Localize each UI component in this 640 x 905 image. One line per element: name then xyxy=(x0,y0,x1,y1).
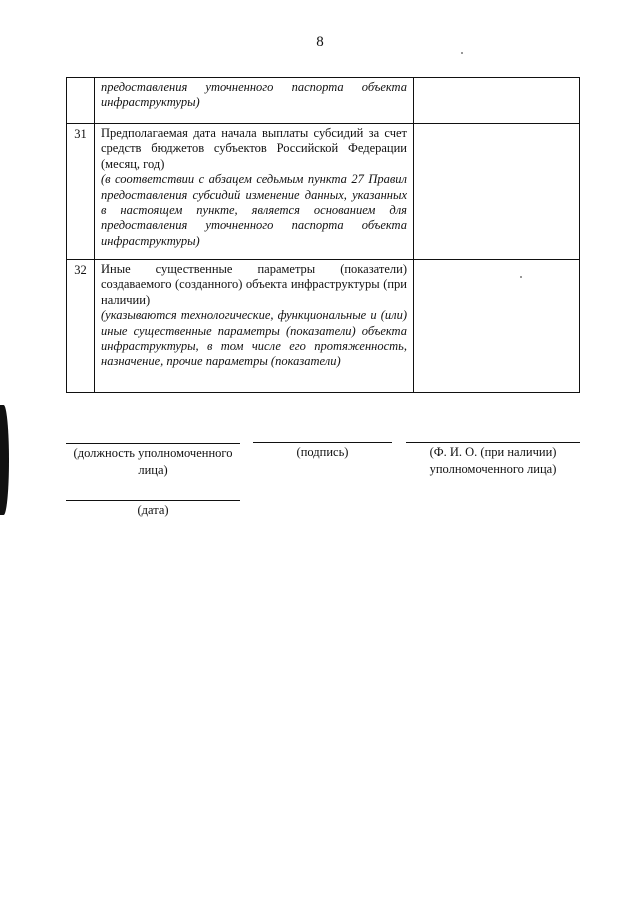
row-number xyxy=(67,78,95,124)
row-value-cell xyxy=(414,260,580,393)
row-note: (в соответствии с абзацем седьмым пункта 27 Правил предоставления субсидий изменение данных, указанных в настоящем пункте, является основанием для предоставления уточненного паспорта объекта инфраструктуры) xyxy=(101,172,407,248)
signature-block xyxy=(253,442,392,461)
row-title: Предполагаемая дата начала выплаты субсидий за счет средств бюджетов субъектов Российской Федерации (месяц, год) xyxy=(101,126,407,171)
name-line xyxy=(406,442,580,443)
position-signature-block xyxy=(66,443,240,479)
row-value-cell xyxy=(414,124,580,260)
name-label: (Ф. И. О. (при наличии) уполномоченного лица) xyxy=(429,445,557,476)
name-signature-block xyxy=(406,442,580,478)
table-row xyxy=(67,260,580,393)
row-title: Иные существенные параметры (показатели) создаваемого (созданного) объекта инфраструктуры (при наличии) xyxy=(101,262,407,307)
position-line xyxy=(66,443,240,444)
table-row xyxy=(67,78,580,124)
date-line xyxy=(66,500,240,501)
page-number: 8 xyxy=(316,34,324,50)
parameters-table xyxy=(66,77,580,393)
signature-section xyxy=(0,443,640,543)
row-number: 31 xyxy=(67,124,95,260)
row-description xyxy=(95,124,414,260)
row-description xyxy=(95,260,414,393)
date-label: (дата) xyxy=(137,503,169,517)
signature-line xyxy=(253,442,392,443)
row-note: предоставления уточненного паспорта объекта инфраструктуры) xyxy=(101,80,407,110)
table-row xyxy=(67,124,580,260)
scan-speck xyxy=(461,52,463,54)
row-description xyxy=(95,78,414,124)
position-label: (должность уполномоченного лица) xyxy=(73,446,233,477)
date-signature-block xyxy=(66,500,240,519)
row-value-cell xyxy=(414,78,580,124)
row-note: (указываются технологические, функциональные и (или) иные существенные параметры (показатели) объекта инфраструктуры, в том числе его протяженность, назначение, прочие параметры (показатели) xyxy=(101,308,407,369)
signature-label: (подпись) xyxy=(296,445,349,459)
row-number: 32 xyxy=(67,260,95,393)
